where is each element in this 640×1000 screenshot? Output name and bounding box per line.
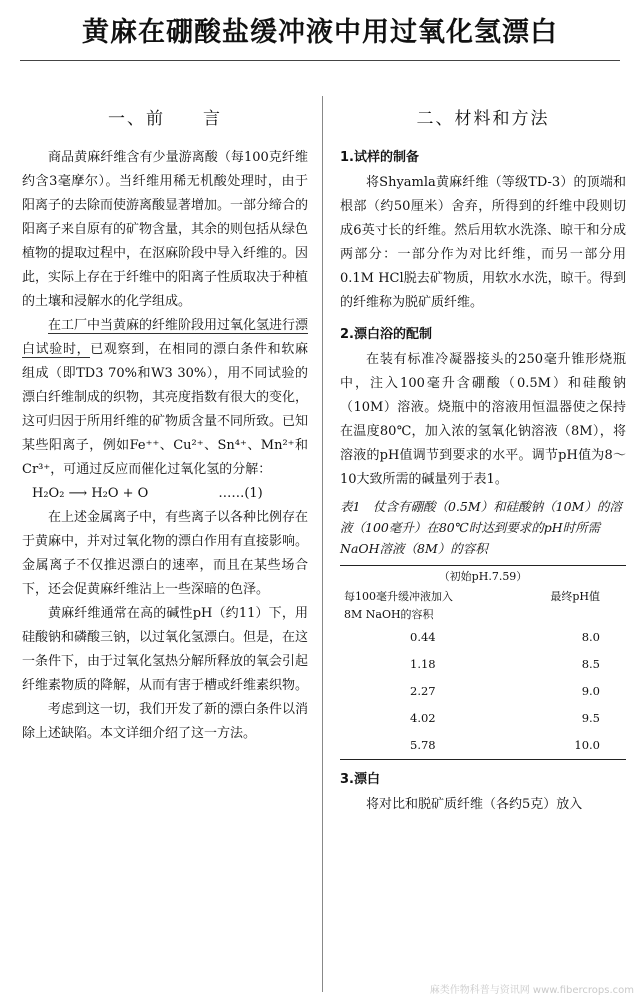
methods-paragraph-1: 将Shyamla黄麻纤维（等级TD-3）的顶端和根部（约50厘米）舍弃，所得到的纤维中段则切成6英寸长的纤维。然后用软水洗涤、晾干和分成两部分：一部分作为对比纤维，而另一部分用0.1M HCl脱去矿物质，用软水水洗，晾干。得到的纤维称为脱矿质纤维。: [340, 175, 626, 310]
underlined-text: 在工厂中当黄麻的纤维阶段用过氧化氢进行漂白试验时，: [22, 318, 309, 357]
table-cell-ph: 8.5: [581, 657, 600, 671]
intro-paragraph-2-rest: 已观察到，在相同的漂白条件和软麻组成（即TD3 70%和W3 30%），用不同试验的漂白纤维制成的织物，其亮度指数有很大的变化，这可归因于所用纤维的矿物质含量不同所致。已知某些阳离子，例如Fe⁺⁺、Cu²⁺、Sn⁴⁺、Mn²⁺和Cr³⁺，可通过反应而催化过氧化氢的分解：: [22, 342, 309, 477]
table-cell-volume: 4.02: [410, 711, 436, 725]
table-row: [340, 624, 626, 651]
methods-paragraph-2: 在装有标准冷凝器接头的250毫升锥形烧瓶中，注入100毫升含硼酸（0.5M）和硅酸钠（10M）溶液。烧瓶中的溶液用恒温器使之保持在温度80℃，加入浓的氢氧化钠溶液（8M），将溶液的pH值调节到要求的水平。调节pH值为8～10大致所需的碱量列于表1。: [340, 352, 626, 487]
table-cell-volume: 5.78: [340, 732, 510, 760]
left-column: [22, 104, 308, 746]
equation-text: H₂O₂ ⟶ H₂O + O: [32, 486, 149, 501]
paper-title: 黄麻在硼酸盐缓冲液中用过氧化氢漂白: [82, 17, 558, 48]
subsection-title-bleaching: 3.漂白: [340, 772, 380, 787]
equation-number: ……(1): [218, 486, 263, 501]
table-header-volume: 每100毫升缓冲液加入: [344, 590, 453, 603]
table-cell-ph: 10.0: [510, 732, 626, 760]
table-cell-volume: 1.18: [410, 657, 436, 671]
equation-1: [22, 482, 308, 506]
watermark: 麻类作物科普与资讯网 www.fibercrops.com: [429, 985, 634, 996]
table-row: [340, 651, 626, 678]
table-header-ph: 最终pH值: [550, 590, 600, 603]
table-note: （初始pH.7.59）: [340, 566, 626, 589]
subsection-title-sample: 1.试样的制备: [340, 150, 419, 165]
right-column: [340, 104, 626, 817]
column-divider: [322, 96, 323, 992]
table-row: [340, 678, 626, 705]
table-cell-volume: 2.27: [410, 684, 436, 698]
intro-paragraph-1: 商品黄麻纤维含有少量游离酸（每100克纤维约含3毫摩尔）。当纤维用稀无机酸处理时，由于阳离子的去除而使游离酸显著增加。一部分缔合的阳离子来自原有的矿物含量，其余的则包括从绿色植物的提取过程中，在沤麻阶段中导入纤维的。因此，实际上存在于纤维中的阳离子性质取决于种植的土壤和浸解水的化学组成。: [22, 150, 309, 309]
intro-paragraph-5: 考虑到这一切，我们开发了新的漂白条件以消除上述缺陷。本文详细介绍了这一方法。: [22, 702, 309, 741]
section-heading-introduction: 一、前 言: [108, 109, 222, 129]
table-header-volume-2: 8M NaOH的容积: [344, 608, 434, 621]
table-cell-ph: 8.0: [581, 630, 600, 644]
table-row: [340, 732, 626, 760]
intro-paragraph-3: 在上述金属离子中，有些离子以各种比例存在于黄麻中，并对过氧化物的漂白作用有直接影响。金属离子不仅推迟漂白的速率，而且在某些场合下，还会促黄麻纤维沾上一些深暗的色泽。: [22, 510, 309, 597]
methods-paragraph-3: 将对比和脱矿质纤维（各约5克）放入: [366, 797, 583, 812]
naoh-table: [340, 565, 626, 760]
table-caption: 表1 仗含有硼酸（0.5M）和硅酸钠（10M）的溶液（100毫升）在80℃时达到要求的pH时所需NaOH溶液（8M）的容积: [340, 499, 622, 556]
table-cell-ph: 9.0: [581, 684, 600, 698]
title-rule: [20, 60, 620, 61]
table-cell-volume: 0.44: [410, 630, 436, 644]
subsection-title-bath: 2.漂白浴的配制: [340, 327, 432, 342]
intro-paragraph-2: [22, 314, 308, 482]
section-heading-methods: 二、材料和方法: [416, 109, 550, 129]
intro-paragraph-4: 黄麻纤维通常在高的碱性pH（约11）下，用硅酸钠和磷酸三钠，以过氧化氢漂白。但是，在这一条件下，由于过氧化氢热分解所释放的氧会引起纤维素物质的降解，从而有害于槽或纤维素织物。: [22, 606, 309, 693]
table-cell-ph: 9.5: [581, 711, 600, 725]
table-row: [340, 705, 626, 732]
